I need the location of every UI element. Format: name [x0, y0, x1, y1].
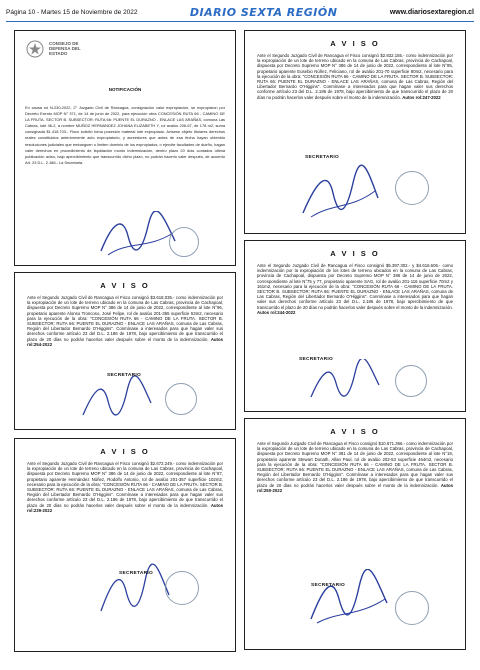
aviso-ref: Autos rol:244-2022: [257, 309, 296, 315]
signature-image: [75, 375, 155, 425]
aviso-title: A V I S O: [100, 447, 150, 456]
signature-image: [303, 359, 383, 407]
org-line: CONSEJO DE: [49, 41, 79, 46]
aviso-body: Ante el Segundo Juzgado Civil de Rancagua el Fisco consignó $5.397.302.- y $4.616.606.- como indemnización por la expropiación de los lotes de terreno ubicados en la comuna de Las Cabras, provincia de Cachapoal, dispuesta por Decreto Supremo MOP N° 386 de 14 de junio de 2022, correspondiente al lote N°75 y 77, propietario aparente SAG, rol de avalúo 201-116 superficie 70m2 y 161m2, necesario para la ejecución de la obra: "CONCESIÓN RUTA 66 - CAMINO DE LA FRUTA. SECTOR B. SUBSECTOR: RUTA 66: PUENTE EL DURAZNO - ENLACE LAS ARAÑAS, comuna de Las Cabras, Región del Libertador Bernardo O'Higgins". Conmínase a interesados para que hagan valer sus derechos conforme artículo 23 del D.L. 2.186 de 1978, bajo apercibimiento de que transcurrido el plazo de 20 días no podrán hacerlos valer después sobre el monto de la indemnización.: [257, 263, 453, 310]
org-name: [49, 41, 81, 56]
signature-label: SECRETARIO: [299, 357, 334, 362]
org-line: DEFENSA DEL: [49, 46, 81, 51]
aviso-text: [245, 441, 465, 493]
aviso-body: Ante el Segundo Juzgado Civil de Rancagua el Fisco consignó $3.618.035.- como indemnización por la expropiación de un lote de terreno ubicado en la comuna de Las Cabras, provincia de Cachapoal, dispuesta por Decreto Supremo MOP N° 386 de 14 de junio de 2022, correspondiente al lote N°96, propietario aparente Alonso Troncoso, José Felipe, rol de avalúo 201-365 superficie 53m2, necesario para la ejecución de la obra: "CONCESIÓN RUTA 66 - CAMINO DE LA FRUTA. SECTOR B. SUBSECTOR: RUTA 66: PUENTE EL DURAZNO - ENLACE LAS ARAÑAS, comuna de Las Cabras, Región del Libertador Bernardo O'Higgins". Conmínase a interesados para que hagan valer sus derechos conforme artículo 23 del D.L. 2.186 de 1978, bajo apercibimiento de que transcurrido el plazo de 20 días no podrán hacerlos valer después sobre el monto de la indemnización.: [27, 295, 223, 342]
aviso-title: A V I S O: [100, 281, 150, 290]
aviso-box: [244, 240, 466, 412]
signature-image: [301, 569, 391, 629]
aviso-text: [245, 53, 465, 100]
notificacion-box: [14, 30, 236, 266]
newspaper-title: DIARIO SEXTA REGIÓN: [189, 5, 338, 19]
stamp-image: [395, 365, 427, 397]
aviso-title: A V I S O: [330, 249, 380, 258]
stamp-image: [169, 227, 199, 257]
page-date: Página 10 - Martes 15 de Noviembre de 2022: [6, 8, 138, 16]
stamp-image: [165, 571, 199, 605]
aviso-box: [244, 30, 466, 234]
stamp-image: [395, 171, 429, 205]
header-divider: [6, 21, 474, 22]
aviso-text: [245, 263, 465, 315]
aviso-ref: Autos rol:239-2022: [27, 502, 223, 513]
aviso-title: A V I S O: [330, 39, 380, 48]
aviso-ref: Autos rol:254-2022: [27, 336, 223, 347]
aviso-box: [14, 438, 236, 652]
aviso-box: [244, 418, 466, 650]
signature-label: SECRETARIO: [311, 583, 346, 588]
stamp-image: [395, 591, 429, 625]
org-line: ESTADO: [49, 51, 68, 56]
aviso-body: Ante el Segundo Juzgado Civil de Rancagua el Fisco consignó $2.672.249.- como indemnización por la expropiación de un lote de terreno ubicado en la comuna de Las Cabras, provincia de Cachapoal, dispuesta por Decreto Supremo MOP N° 386 de 14 de junio de 2022, correspondiente al lote N°87, propietario aparente Hernández Núñez, Rodolfo Antonio, rol de avalúo 201-357 superficie 102m2, necesario para la ejecución de la obra: "CONCESIÓN RUTA 66 - CAMINO DE LA FRUTA. SECTOR B. SUBSECTOR: RUTA 66: PUENTE EL DURAZNO - ENLACE LAS ARAÑAS, comuna de Las Cabras, Región del Libertador Bernardo O'Higgins". Conmínase a interesados para que hagan valer sus derechos conforme artículo 23 del D.L. 2.186 de 1978, bajo apercibimiento de que transcurrido el plazo de 20 días no podrán hacerlos valer después sobre el monto de la indemnización.: [27, 461, 223, 508]
notificacion-heading: NOTIFICACIÓN: [108, 87, 142, 92]
stamp-image: [165, 383, 197, 415]
aviso-title: A V I S O: [330, 427, 380, 436]
aviso-text: [15, 295, 235, 347]
aviso-ref: Autos rol:247-2022: [402, 94, 441, 100]
website-link[interactable]: www.diariosextaregion.cl: [389, 8, 474, 16]
aviso-text: [15, 461, 235, 513]
signature-label: SECRETARIO: [119, 571, 154, 576]
cde-logo-icon: [25, 39, 45, 59]
signature-image: [293, 163, 383, 223]
aviso-ref: Autos rol:250-2022: [257, 482, 453, 493]
signature-label: SECRETARIO: [107, 373, 142, 378]
aviso-body: Ante el Segundo Juzgado Civil de Rancagua el Fisco consignó $2.832.155.- como indemnización por la expropiación de un lote de terreno ubicado en la comuna de Las Cabras, provincia de Cachapoal, dispuesta por Decreto Supremo MOP N° 386 de 14 de junio de 2022, correspondiente al lote N°85, propietario aparente Eusebio Núñez, Feliciano, rol de avalúo 201-70 superficie 80m2, necesario para la ejecución de la obra: "CONCESIÓN RUTA 66 - CAMINO DE LA FRUTA. SECTOR B. SUBSECTOR: RUTA 66: PUENTE EL DURAZNO - ENLACE LAS ARAÑAS, comuna de Las Cabras, Región del Libertador Bernardo O'Higgins". Conmínase a interesados para que hagan valer sus derechos conforme artículo 23 del D.L. 2.186 de 1978, bajo apercibimiento de que transcurrido el plazo de 20 días no podrán hacerlos valer después sobre el monto de la indemnización.: [257, 53, 453, 100]
aviso-body: Ante el Segundo Juzgado Civil de Rancagua el Fisco consignó $10.671.366.- como indemnización por la expropiación de un lote de terreno ubicado en la comuna de Las Cabras, provincia de Cachapoal, dispuesta por Decreto Supremo MOP N° 381 de 14 de junio de 2022, correspondiente al lote N°19, propietario aparente Stewart Donath, Allan Paul, rol de avalúo 202-53 superficie 464m2, necesario para la ejecución de la obra: "CONCESIÓN RUTA 66 - CAMINO DE LA FRUTA. SECTOR B. SUBSECTOR: RUTA 66: PUENTE EL DURAZNO - ENLACE LAS ARAÑAS, comuna de Las Cabras, Región del Libertador Bernardo O'Higgins". Conmínase a interesados para que hagan valer sus derechos conforme artículo 23 del D.L. 2.186 de 1978, bajo apercibimiento de que transcurrido el plazo de 20 días no podrán hacerlos valer después sobre el monto de la indemnización.: [257, 441, 453, 488]
page-header: [6, 4, 474, 20]
notificacion-text: En causa rol N-230-2022, 2° Juzgado Civil de Rancagua, consignación valor expropiación, se expropiaron por Decreto Exento MOP N° 371, de 14 de junio de 2022, para ejecución obra CONCESIÓN RUTA 66 - CAMINO DE LA FRUTA. SECTOR B. SUBSECTOR: RUTA 66: PUENTE EL DURAZNO - ENLACE LAS ARAÑAS, comuna Las Cabras, lote 46-2, a nombre MUÑOZ HERNANDEZ JOHANA ELIZABETH Y, rol avalúo 206-67, de 178 m2, suma consignada $1.418.703.- Fisco solicitó toma posesión material lote expropiado. Avísese objeto titulares derechos reales constituidos anteriormente acto expropiatorio, y acreedores que antes de esa fecha hayan obtenido resoluciones judiciales que embarguen o limiten dominio de los expropiados, o ejercite facultades de dueño, hagan valer derechos en procedimiento de liquidación monto indemnización, dentro plazo 20 días contados última publicación aviso, bajo apercibimiento que transcurrido dicho plazo, no podrán hacerlo valer después, de acuerdo Art. 23 D.L. 2.186.- La Secretaria.: [25, 105, 225, 165]
aviso-box: [14, 272, 236, 430]
signature-label: SECRETARIO: [305, 155, 340, 160]
